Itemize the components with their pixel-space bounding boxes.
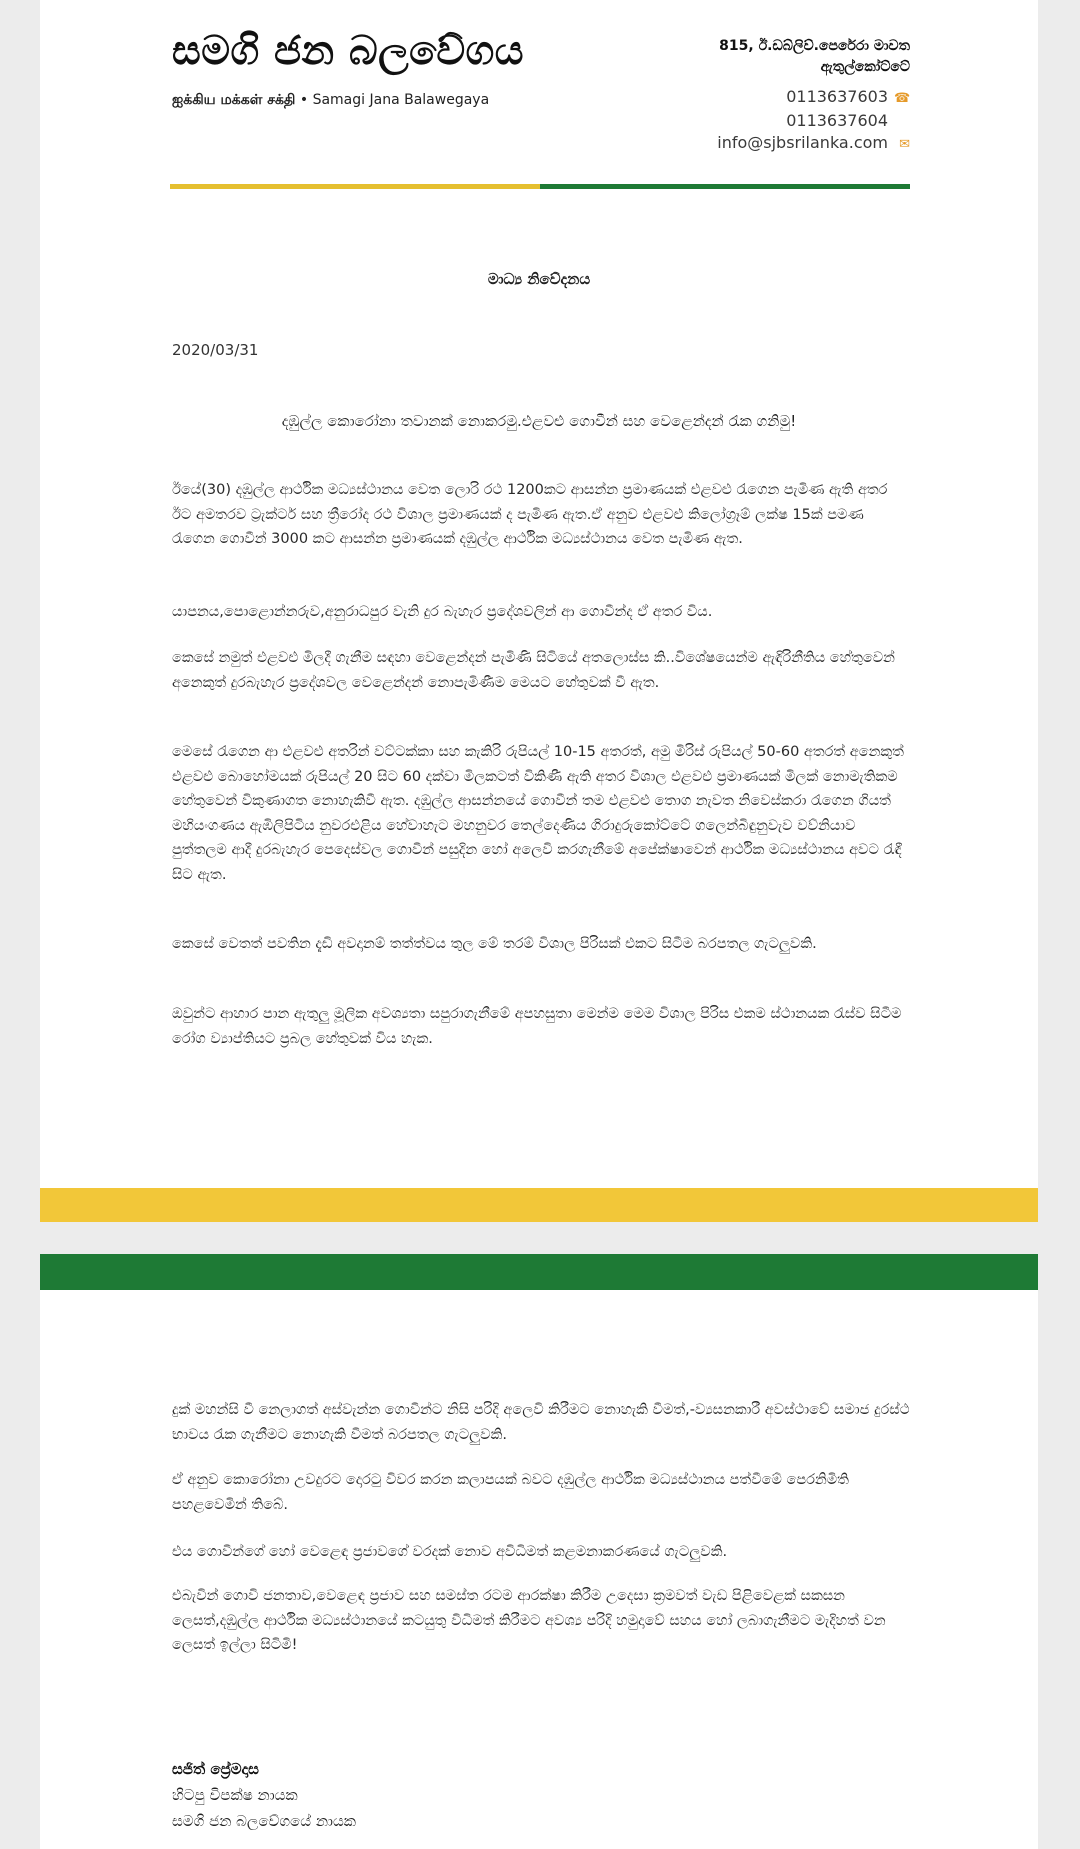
phone-row-1 bbox=[717, 86, 910, 110]
paragraph-7: දුක් මහන්සි වී නෙලාගත් අස්වැන්න ගොවීන්ට නිසි පරිදි අලෙවි කිරීමට නොහැකි වීමත්,-ව්‍යසනකාරී අවස්ථාවේ සමාජ දුරස්ථ භාවය රැක ගැනීමට නොහැකි වීමත් බරපතල ගැටලුවකි. bbox=[172, 1402, 910, 1443]
email-row bbox=[717, 132, 910, 156]
document-page-2 bbox=[40, 1290, 1038, 1849]
address-line-1: 815, ඊ.ඩබ්ලිව්.පෙරේරා මාවත bbox=[719, 38, 910, 54]
paragraph-8: ඒ අනුව කොරෝනා උවදුරට දොරටු විවර කරන කලාපයක් බවට දඹුල්ල ආර්ථික මධ්‍යස්ථානය පත්වීමේ පෙරනිමිති පහළවෙමින් තිබේ. bbox=[172, 1472, 849, 1513]
paragraph-9: එය ගොවීන්ගේ හෝ වෙළෙඳ ප්‍රජාවගේ වරදක් නොව අවිධිමත් කළමනාකරණයේ ගැටලුවකි. bbox=[172, 1544, 728, 1560]
signatory-name: සජිත් ප්‍රේමදාස bbox=[172, 1760, 259, 1778]
paragraph-4: මෙසේ රැගෙන ආ එළවළු අතරින් වට්ටක්කා සහ කැකිරි රුපියල් 10-15 අතරත්, අමු මිරිස් රුපියල් 50-60 අතරත් අනෙකුත් එළවළු බොහෝමයක් රුපියල් 20 සිට 60 දක්වා මිලකටත් විකිණී ඇති අතර විශාල එළවළු ප්‍රමාණයක් මිලක් නොමැතිකම හේතුවෙන් විකුණාගත නොහැකිවී ඇත. දඹුල්ල ආසන්නයේ ගොවීන් තම එළවළු තොග නැවත නිවෙස්කරා රැගෙන ගියත් මහියංගණය ඇඹිලිපිටිය නුවරඑළිය හේවාහැට මහනුවර තෙල්දෙණිය ගිරාදුරුකෝට්ටේ ගලෙන්බිඳුනුවැව වව්නියාව පුත්තලම ආදී දුරබැහැර පෙදෙස්වල ගොවීන් පසුදින හෝ අලෙවි කරගැනීමේ අපේක්ෂාවෙන් ආර්ථික මධ්‍යස්ථානය අවට රැඳී සිට ඇත. bbox=[172, 744, 904, 883]
address-line-2: ඇතුල්කෝට්ටේ bbox=[820, 59, 910, 75]
mail-icon: ✉ bbox=[899, 137, 910, 152]
signatory-title-2: සමගි ජන බලවේගයේ නායක bbox=[172, 1812, 356, 1830]
document-date: 2020/03/31 bbox=[172, 341, 259, 359]
contact-block bbox=[717, 36, 910, 156]
paragraph-6: ඔවුන්ට ආහාර පාන ඇතුලු මූලික අවශ්‍යතා සපුරාගැනීමේ අපහසුතා මෙන්ම මෙම විශාල පිරිස එකම ස්ථානයක රැස්ව සිටීම රෝග ව්‍යාප්තියට ප්‍රබල හේතුවක් විය හැක. bbox=[172, 1006, 902, 1047]
phone-number-2: 0113637604 bbox=[786, 111, 888, 130]
party-name-logo: සමගි ජන බලවේගය bbox=[172, 28, 525, 74]
paragraph-1: ඊයේ(30) දඹුල්ල ආර්ථික මධ්‍යස්ථානය වෙත ලොරි රථ 1200කට ආසන්න ප්‍රමාණයක් එළවළු රැගෙන පැමිණ ඇති අතර ඊට අමතරව ට්‍රැක්ටර් සහ ත්‍රීරෝද රථ විශාල ප්‍රමාණයක් ද පැමිණ ඇත.ඒ අනුව එළවළු කිලෝග්‍රෑම් ලක්ෂ 15ක් පමණ රැගෙන ගොවීන් 3000 කට ආසන්න ප්‍රමාණයක් දඹුල්ල ආර්ථික මධ්‍යස්ථානය වෙත පැමිණ ඇත. bbox=[172, 482, 888, 547]
paragraph-10: එබැවින් ගොවි ජනතාව,වෙළෙඳ ප්‍රජාව සහ සමස්ත රටම ආරක්ෂා කිරීම උදෙසා ක්‍රමවත් වැඩ පිළිවෙළක් සකසන ලෙසත්,දඹුල්ල ආර්ථික මධ්‍යස්ථානයේ කටයුතු විධිමත් කිරීමට අවශ්‍ය පරිදි හමුදාවේ සහය හෝ ලබාගැනීමට මැදිහත් වන ලෙසත් ඉල්ලා සිටිමි! bbox=[172, 1588, 886, 1653]
subtitle-native: ஐக்கிய மக்கள் சக்தி bbox=[172, 92, 296, 108]
letterhead-divider bbox=[170, 184, 910, 189]
document-page-1 bbox=[40, 0, 1038, 1192]
phone-number-1: 0113637603 bbox=[786, 87, 888, 106]
header-band-green bbox=[40, 1254, 1038, 1290]
document-heading: මාධ්‍ය නිවේදනය bbox=[487, 270, 591, 288]
document-subject: දඹුල්ල කොරෝනා තවානක් නොකරමු.එළවළු ගොවීන් සහ වෙළෙන්දන් රැක ගනිමු! bbox=[281, 412, 797, 430]
phone-icon: ☎ bbox=[894, 91, 911, 106]
divider-green bbox=[540, 184, 910, 189]
signatory-title-1: හිටපු විපක්ෂ නායක bbox=[172, 1786, 298, 1804]
paragraph-5: කෙසේ වෙතත් පවතින දැඩි අවදානම් තත්ත්වය තුල මේ තරම් විශාල පිරිසක් එකට සිටීම බරපතල ගැටලුවකි. bbox=[172, 936, 817, 952]
phone-row-2 bbox=[717, 110, 910, 132]
subtitle-bullet: • bbox=[299, 92, 309, 108]
email-address[interactable]: info@sjbsrilanka.com bbox=[717, 133, 888, 152]
paragraph-3: කෙසේ නමුත් එළවළු මිලදී ගැනීම සඳහා වෙළෙන්දන් පැමිණි සිටියේ අතලොස්ස කි..විශේෂයෙන්ම ඇඳිරිනීතිය හේතුවෙන් අනෙකුත් දුරබැහැර ප්‍රදේශවල වෙළෙන්දන් නොපැමිණීම මෙයට හේතුවක් වී ඇත. bbox=[172, 650, 895, 691]
party-subtitle bbox=[172, 92, 489, 110]
footer-band-yellow bbox=[40, 1188, 1038, 1222]
paragraph-2: යාපනය,පොළොන්නරුව,අනුරාධපුර වැනි දුර බැහැර ප්‍රදේශවලින් ආ ගොවීන්ද ඒ අතර විය. bbox=[172, 604, 713, 620]
subtitle-latin: Samagi Jana Balawegaya bbox=[312, 92, 490, 108]
divider-yellow bbox=[170, 184, 540, 189]
